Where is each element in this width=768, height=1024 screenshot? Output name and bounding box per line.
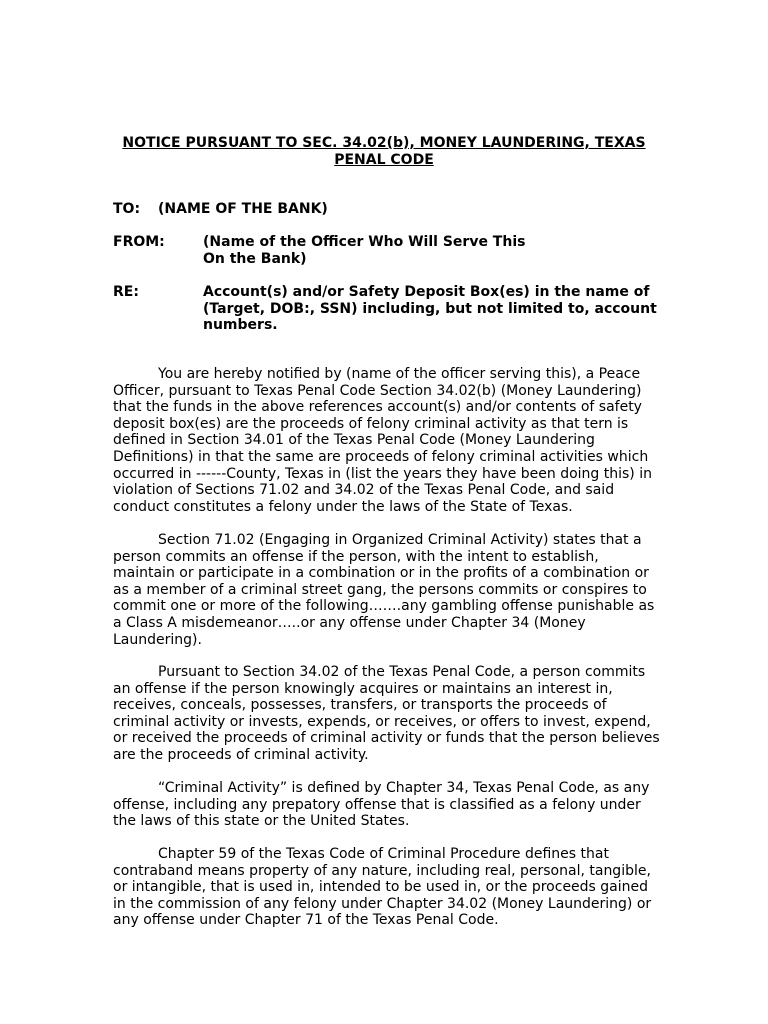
to-value: (NAME OF THE BANK) xyxy=(158,201,328,217)
paragraph-line: contraband means property of any nature, including real, personal, tangible, xyxy=(113,862,651,879)
paragraph-line: any offense under Chapter 71 of the Texas Penal Code. xyxy=(113,912,499,929)
re-label: RE: xyxy=(113,284,139,300)
paragraph-line: maintain or participate in a combination or in the profits of a combination or xyxy=(113,565,649,582)
re-value-line: Account(s) and/or Safety Deposit Box(es) in the name of xyxy=(203,284,650,300)
re-field xyxy=(113,284,658,334)
paragraph-line: Pursuant to Section 34.02 of the Texas Penal Code, a person commits xyxy=(158,664,646,680)
re-value xyxy=(203,284,657,334)
paragraph-line: person commits an offense if the person, with the intent to establish, xyxy=(113,548,599,565)
from-value xyxy=(203,234,525,267)
document-title xyxy=(112,135,656,169)
paragraph-line: conduct constitutes a felony under the laws of the State of Texas. xyxy=(113,498,573,515)
body-paragraph-2 xyxy=(113,532,658,648)
re-value-line: (Target, DOB:, SSN) including, but not limited to, account xyxy=(203,300,657,317)
paragraph-line: receives, conceals, possesses, transfers, or transports the proceeds of xyxy=(113,697,607,714)
paragraph-line: or received the proceeds of criminal activity or funds that the person believes xyxy=(113,730,660,747)
body-paragraph-1 xyxy=(113,366,658,515)
paragraph-line: commit one or more of the following…….any gambling offense punishable as xyxy=(113,598,655,615)
title-line: NOTICE PURSUANT TO SEC. 34.02(b), MONEY LAUNDERING, TEXAS xyxy=(122,135,646,151)
from-field xyxy=(113,234,658,268)
paragraph-line: offense, including any prepatory offense that is classified as a felony under xyxy=(113,796,641,813)
paragraph-line: “Criminal Activity” is defined by Chapter 34, Texas Penal Code, as any xyxy=(158,780,650,796)
from-value-line: On the Bank) xyxy=(203,250,307,267)
paragraph-line: deposit box(es) are the proceeds of felony criminal activity as that tern is xyxy=(113,415,629,432)
from-value-line: (Name of the Officer Who Will Serve This xyxy=(203,234,526,250)
to-field xyxy=(113,201,658,218)
body-paragraph-3 xyxy=(113,664,658,764)
title-line: PENAL CODE xyxy=(334,152,434,168)
body-paragraph-5 xyxy=(113,846,658,929)
body-paragraph-4 xyxy=(113,780,658,830)
paragraph-line: that the funds in the above references account(s) and/or contents of safety xyxy=(113,399,642,416)
paragraph-line: defined in Section 34.01 of the Texas Penal Code (Money Laundering xyxy=(113,432,595,449)
paragraph-line: as a member of a criminal street gang, the persons commits or conspires to xyxy=(113,581,647,598)
paragraph-line: You are hereby notified by (name of the officer serving this), a Peace xyxy=(158,366,641,382)
paragraph-line: an offense if the person knowingly acquires or maintains an interest in, xyxy=(113,680,613,697)
paragraph-line: or intangible, that is used in, intended to be used in, or the proceeds gained xyxy=(113,879,649,896)
paragraph-line: are the proceeds of criminal activity. xyxy=(113,746,369,763)
paragraph-line: the laws of this state or the United States. xyxy=(113,813,410,830)
paragraph-line: Officer, pursuant to Texas Penal Code Section 34.02(b) (Money Laundering) xyxy=(113,382,642,399)
paragraph-line: Laundering). xyxy=(113,631,202,648)
paragraph-line: criminal activity or invests, expends, or receives, or offers to invest, expend, xyxy=(113,713,651,730)
from-label: FROM: xyxy=(113,234,165,250)
paragraph-line: occurred in ------County, Texas in (list the years they have been doing this) in xyxy=(113,465,652,482)
to-label: TO: xyxy=(113,201,141,217)
paragraph-line: a Class A misdemeanor…..or any offense under Chapter 34 (Money xyxy=(113,614,586,631)
re-value-line: numbers. xyxy=(203,317,278,334)
paragraph-line: Chapter 59 of the Texas Code of Criminal Procedure defines that xyxy=(158,846,609,862)
paragraph-line: Section 71.02 (Engaging in Organized Criminal Activity) states that a xyxy=(158,532,642,548)
paragraph-line: in the commission of any felony under Chapter 34.02 (Money Laundering) or xyxy=(113,895,652,912)
paragraph-line: Definitions) in that the same are proceeds of felony criminal activities which xyxy=(113,448,649,465)
paragraph-line: violation of Sections 71.02 and 34.02 of the Texas Penal Code, and said xyxy=(113,482,615,499)
